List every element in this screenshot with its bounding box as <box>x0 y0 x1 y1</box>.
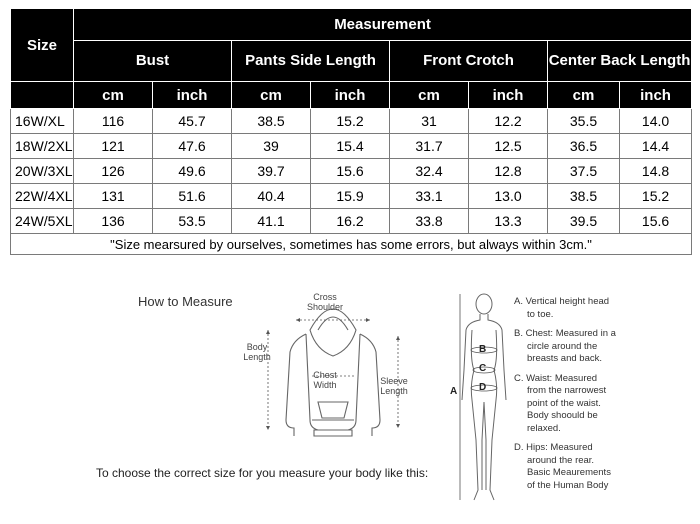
human-body-illustration <box>448 290 518 515</box>
sleeve-length-label: Sleeve Length <box>380 376 408 396</box>
column-header-bust: Bust <box>74 41 232 82</box>
unit-header: cm <box>390 82 469 109</box>
table-cell: 12.5 <box>469 134 548 159</box>
column-header-center-back-length: Center Back Length <box>548 41 692 82</box>
note-a <box>514 296 694 321</box>
unit-header: cm <box>548 82 620 109</box>
table-cell: 14.0 <box>620 109 692 134</box>
unit-header: inch <box>620 82 692 109</box>
unit-header-blank <box>11 82 74 109</box>
garment-diagram <box>238 290 428 450</box>
table-row <box>11 209 692 234</box>
note-d <box>514 442 694 492</box>
note-text: to toe. <box>527 308 554 320</box>
size-note: "Size mearsured by ourselves, sometimes has some errors, but always within 3cm." <box>11 234 692 255</box>
note-text: relaxed. <box>527 422 561 434</box>
table-cell: 15.2 <box>311 109 390 134</box>
table-cell: 116 <box>74 109 153 134</box>
measurement-header: Measurement <box>74 9 692 41</box>
table-cell: 12.2 <box>469 109 548 134</box>
table-cell: 15.2 <box>620 184 692 209</box>
unit-header: inch <box>469 82 548 109</box>
measurement-notes <box>514 296 694 499</box>
size-table <box>10 8 692 255</box>
note-text: Basic Meaurements <box>527 467 611 478</box>
measure-caption: To choose the correct size for you measure your body like this: <box>96 466 429 480</box>
table-cell: 38.5 <box>232 109 311 134</box>
table-cell: 53.5 <box>153 209 232 234</box>
table-cell: 13.3 <box>469 209 548 234</box>
cross-shoulder-label: Cross Shoulder <box>306 292 344 312</box>
table-cell: 15.6 <box>620 209 692 234</box>
table-cell: 45.7 <box>153 109 232 134</box>
figure-letter-c: C <box>479 363 487 374</box>
note-row <box>11 234 692 255</box>
table-cell: 39.7 <box>232 159 311 184</box>
note-text: A. Vertical height head <box>514 296 610 307</box>
table-cell: 131 <box>74 184 153 209</box>
table-cell: 15.6 <box>311 159 390 184</box>
table-cell: 47.6 <box>153 134 232 159</box>
table-cell: 38.5 <box>548 184 620 209</box>
figure-letter-b: B <box>479 344 487 355</box>
how-to-measure-title: How to Measure <box>138 294 233 309</box>
table-cell: 13.0 <box>469 184 548 209</box>
table-cell: 33.1 <box>390 184 469 209</box>
column-header-pants-side-length: Pants Side Length <box>232 41 390 82</box>
size-cell: 16W/XL <box>11 109 74 134</box>
table-cell: 36.5 <box>548 134 620 159</box>
table-cell: 12.8 <box>469 159 548 184</box>
note-text: breasts and back. <box>527 353 602 364</box>
table-cell: 41.1 <box>232 209 311 234</box>
size-cell: 20W/3XL <box>11 159 74 184</box>
size-cell: 22W/4XL <box>11 184 74 209</box>
size-cell: 24W/5XL <box>11 209 74 234</box>
table-row <box>11 184 692 209</box>
table-cell: 31.7 <box>390 134 469 159</box>
table-cell: 37.5 <box>548 159 620 184</box>
table-cell: 33.8 <box>390 209 469 234</box>
table-row <box>11 134 692 159</box>
table-cell: 39.5 <box>548 209 620 234</box>
note-text: C. Waist: Measured <box>514 372 598 384</box>
size-header: Size <box>11 9 74 82</box>
table-cell: 15.9 <box>311 184 390 209</box>
chest-width-label: Chest Width <box>313 370 337 390</box>
table-row <box>11 109 692 134</box>
table-cell: 51.6 <box>153 184 232 209</box>
table-cell: 40.4 <box>232 184 311 209</box>
unit-header: cm <box>74 82 153 109</box>
note-text: of the Human Body <box>527 479 609 491</box>
note-text: from the narrowest <box>527 385 607 396</box>
figure-letter-d: D <box>479 382 487 393</box>
unit-header: inch <box>311 82 390 109</box>
unit-header: cm <box>232 82 311 109</box>
table-cell: 39 <box>232 134 311 159</box>
table-cell: 31 <box>390 109 469 134</box>
note-b <box>514 328 694 366</box>
note-text: around the rear. <box>527 454 595 466</box>
figure-letter-a: A <box>450 386 458 397</box>
table-cell: 136 <box>74 209 153 234</box>
table-cell: 126 <box>74 159 153 184</box>
table-cell: 16.2 <box>311 209 390 234</box>
body-figure-diagram <box>448 290 518 515</box>
body-length-label: Body Length <box>243 342 271 362</box>
note-text: B. Chest: Measured in a <box>514 328 616 339</box>
table-cell: 14.8 <box>620 159 692 184</box>
note-text: circle around the <box>527 340 598 352</box>
table-cell: 14.4 <box>620 134 692 159</box>
note-text: point of the waist. <box>527 397 601 409</box>
table-cell: 35.5 <box>548 109 620 134</box>
note-text: Body shoould be <box>527 410 598 421</box>
table-cell: 32.4 <box>390 159 469 184</box>
note-text: D. Hips: Measured <box>514 442 593 453</box>
table-cell: 49.6 <box>153 159 232 184</box>
column-header-front-crotch: Front Crotch <box>390 41 548 82</box>
size-cell: 18W/2XL <box>11 134 74 159</box>
note-c <box>514 373 694 436</box>
table-cell: 15.4 <box>311 134 390 159</box>
table-row <box>11 159 692 184</box>
table-cell: 121 <box>74 134 153 159</box>
unit-header: inch <box>153 82 232 109</box>
